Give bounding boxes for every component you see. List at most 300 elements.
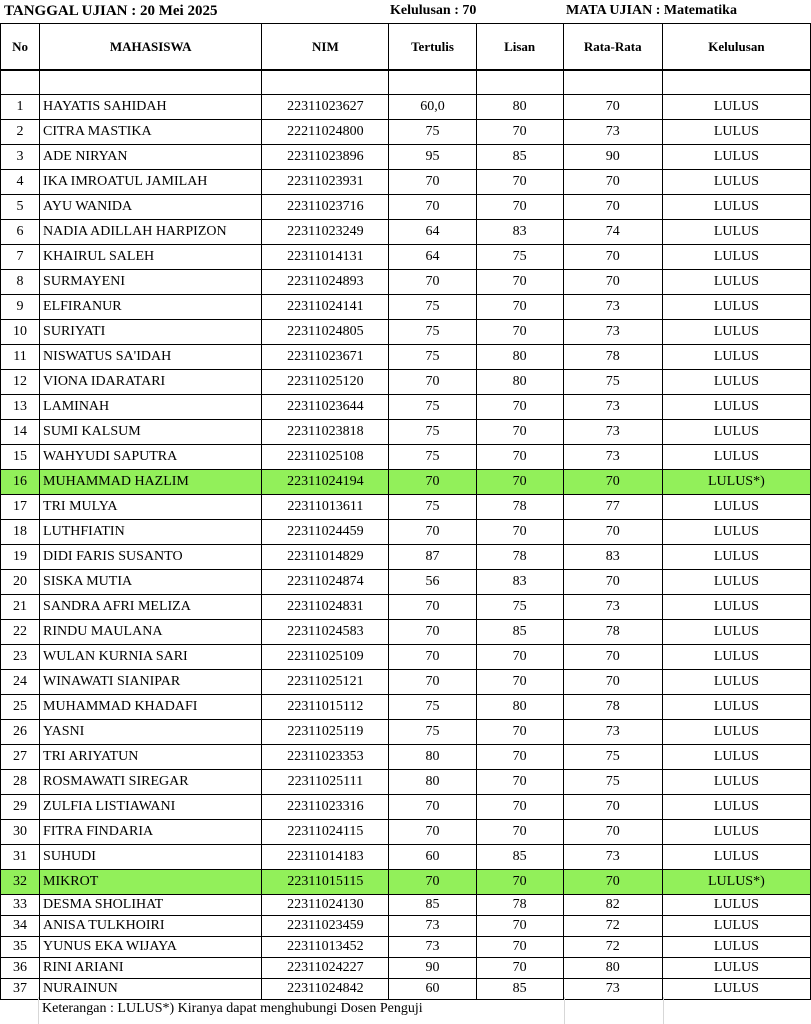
cell-kelulusan: LULUS: [662, 320, 810, 345]
cell-nim: 22311024459: [262, 520, 389, 545]
cell-no: 23: [1, 645, 40, 670]
cell-nim: 22311024805: [262, 320, 389, 345]
cell-rata-rata: 70: [563, 520, 662, 545]
cell-no: 8: [1, 270, 40, 295]
cell-name: SURMAYENI: [40, 270, 262, 295]
cell-no: 19: [1, 545, 40, 570]
table-row: [1, 870, 811, 895]
cell-kelulusan: LULUS: [662, 295, 810, 320]
cell-name: ELFIRANUR: [40, 295, 262, 320]
cell-lisan: 70: [476, 645, 563, 670]
table-row: [1, 545, 811, 570]
column-header-nim: NIM: [262, 24, 389, 71]
cell-nim: 22311025120: [262, 370, 389, 395]
cell-no: 22: [1, 620, 40, 645]
cell-tertulis: 75: [389, 695, 476, 720]
cell-name: SANDRA AFRI MELIZA: [40, 595, 262, 620]
table-row: [1, 320, 811, 345]
cell-rata-rata: 75: [563, 770, 662, 795]
cell-rata-rata: 73: [563, 979, 662, 1000]
cell-no: 4: [1, 170, 40, 195]
cell-name: ADE NIRYAN: [40, 145, 262, 170]
cell-rata-rata: 73: [563, 845, 662, 870]
cell-no: 14: [1, 420, 40, 445]
cell-no: 29: [1, 795, 40, 820]
cell-kelulusan: LULUS: [662, 345, 810, 370]
cell-lisan: 85: [476, 845, 563, 870]
cell-no: 18: [1, 520, 40, 545]
cell-no: 26: [1, 720, 40, 745]
cell-lisan: 70: [476, 420, 563, 445]
cell-kelulusan: LULUS: [662, 445, 810, 470]
cell-rata-rata: 75: [563, 370, 662, 395]
cell-kelulusan: LULUS: [662, 916, 810, 937]
cell-tertulis: 75: [389, 720, 476, 745]
cell-tertulis: 64: [389, 220, 476, 245]
table-row: [1, 745, 811, 770]
cell-kelulusan: LULUS: [662, 979, 810, 1000]
cell-kelulusan: LULUS: [662, 245, 810, 270]
cell-lisan: 70: [476, 445, 563, 470]
cell-lisan: 70: [476, 937, 563, 958]
pass-threshold-label: Kelulusan : 70: [390, 3, 477, 18]
cell-name: YASNI: [40, 720, 262, 745]
cell-name: LUTHFIATIN: [40, 520, 262, 545]
cell-kelulusan: LULUS: [662, 270, 810, 295]
cell-tertulis: 70: [389, 795, 476, 820]
cell-name: WULAN KURNIA SARI: [40, 645, 262, 670]
table-row: [1, 520, 811, 545]
table-row: [1, 958, 811, 979]
cell-kelulusan: LULUS: [662, 670, 810, 695]
cell-kelulusan: LULUS: [662, 820, 810, 845]
cell-nim: 22311024115: [262, 820, 389, 845]
cell-nim: 22311013452: [262, 937, 389, 958]
cell-nim: 22311023316: [262, 795, 389, 820]
cell-lisan: 70: [476, 958, 563, 979]
cell-name: NADIA ADILLAH HARPIZON: [40, 220, 262, 245]
table-row: [1, 120, 811, 145]
cell-rata-rata: 70: [563, 95, 662, 120]
cell-rata-rata: 70: [563, 245, 662, 270]
cell-name: SURIYATI: [40, 320, 262, 345]
cell-lisan: 78: [476, 545, 563, 570]
cell-lisan: 70: [476, 295, 563, 320]
header-spacer-row: [1, 70, 811, 95]
cell-tertulis: 80: [389, 745, 476, 770]
cell-no: 2: [1, 120, 40, 145]
cell-nim: 22311023627: [262, 95, 389, 120]
footer-divider: [564, 997, 565, 1024]
cell-no: 34: [1, 916, 40, 937]
cell-kelulusan: LULUS: [662, 120, 810, 145]
cell-lisan: 85: [476, 620, 563, 645]
table-row: [1, 470, 811, 495]
cell-lisan: 83: [476, 220, 563, 245]
cell-no: 7: [1, 245, 40, 270]
cell-lisan: 70: [476, 320, 563, 345]
cell-nim: 22311013611: [262, 495, 389, 520]
cell-lisan: 70: [476, 720, 563, 745]
cell-name: NISWATUS SA'IDAH: [40, 345, 262, 370]
cell-lisan: 75: [476, 245, 563, 270]
cell-rata-rata: 82: [563, 895, 662, 916]
footer-divider: [38, 997, 39, 1024]
table-row: [1, 220, 811, 245]
cell-tertulis: 70: [389, 820, 476, 845]
cell-no: 5: [1, 195, 40, 220]
table-row: [1, 245, 811, 270]
cell-name: MIKROT: [40, 870, 262, 895]
cell-nim: 22311024842: [262, 979, 389, 1000]
table-header-row: [1, 24, 811, 71]
cell-nim: 22311024130: [262, 895, 389, 916]
grades-table: [0, 23, 811, 1000]
table-row: [1, 795, 811, 820]
cell-name: RINI ARIANI: [40, 958, 262, 979]
cell-kelulusan: LULUS: [662, 220, 810, 245]
cell-name: TRI ARIYATUN: [40, 745, 262, 770]
cell-rata-rata: 70: [563, 795, 662, 820]
cell-lisan: 85: [476, 979, 563, 1000]
cell-lisan: 70: [476, 170, 563, 195]
cell-no: 31: [1, 845, 40, 870]
cell-tertulis: 80: [389, 770, 476, 795]
cell-rata-rata: 70: [563, 170, 662, 195]
cell-rata-rata: 78: [563, 345, 662, 370]
column-header-no: No: [1, 24, 40, 71]
cell-nim: 22311024874: [262, 570, 389, 595]
cell-nim: 22311023644: [262, 395, 389, 420]
cell-no: 17: [1, 495, 40, 520]
cell-nim: 22311023459: [262, 916, 389, 937]
cell-nim: 22311024831: [262, 595, 389, 620]
table-row: [1, 445, 811, 470]
cell-lisan: 80: [476, 695, 563, 720]
cell-name: DESMA SHOLIHAT: [40, 895, 262, 916]
cell-name: IKA IMROATUL JAMILAH: [40, 170, 262, 195]
table-row: [1, 820, 811, 845]
cell-kelulusan: LULUS: [662, 495, 810, 520]
cell-nim: 22311024583: [262, 620, 389, 645]
cell-tertulis: 64: [389, 245, 476, 270]
cell-rata-rata: 75: [563, 745, 662, 770]
cell-rata-rata: 70: [563, 470, 662, 495]
cell-no: 9: [1, 295, 40, 320]
cell-kelulusan: LULUS: [662, 795, 810, 820]
cell-lisan: 70: [476, 795, 563, 820]
cell-lisan: 85: [476, 145, 563, 170]
cell-no: 25: [1, 695, 40, 720]
cell-lisan: 70: [476, 470, 563, 495]
table-row: [1, 916, 811, 937]
cell-kelulusan: LULUS: [662, 745, 810, 770]
column-header-lisan: Lisan: [476, 24, 563, 71]
cell-kelulusan: LULUS: [662, 695, 810, 720]
table-row: [1, 895, 811, 916]
cell-name: WINAWATI SIANIPAR: [40, 670, 262, 695]
cell-tertulis: 75: [389, 120, 476, 145]
cell-name: RINDU MAULANA: [40, 620, 262, 645]
cell-kelulusan: LULUS*): [662, 870, 810, 895]
cell-nim: 22311023249: [262, 220, 389, 245]
table-row: [1, 937, 811, 958]
table-row: [1, 345, 811, 370]
table-row: [1, 979, 811, 1000]
cell-tertulis: 70: [389, 520, 476, 545]
cell-tertulis: 75: [389, 495, 476, 520]
cell-no: 32: [1, 870, 40, 895]
cell-rata-rata: 70: [563, 270, 662, 295]
cell-tertulis: 73: [389, 937, 476, 958]
cell-kelulusan: LULUS: [662, 420, 810, 445]
cell-tertulis: 70: [389, 620, 476, 645]
table-row: [1, 170, 811, 195]
exam-date-label: TANGGAL UJIAN : 20 Mei 2025: [4, 3, 218, 19]
cell-no: 27: [1, 745, 40, 770]
cell-name: MUHAMMAD KHADAFI: [40, 695, 262, 720]
cell-kelulusan: LULUS: [662, 720, 810, 745]
cell-no: 35: [1, 937, 40, 958]
table-row: [1, 95, 811, 120]
cell-tertulis: 73: [389, 916, 476, 937]
cell-lisan: 78: [476, 895, 563, 916]
cell-lisan: 70: [476, 270, 563, 295]
cell-tertulis: 75: [389, 345, 476, 370]
cell-lisan: 70: [476, 195, 563, 220]
table-row: [1, 420, 811, 445]
cell-kelulusan: LULUS: [662, 645, 810, 670]
column-header-tertulis: Tertulis: [389, 24, 476, 71]
table-row: [1, 770, 811, 795]
cell-rata-rata: 72: [563, 937, 662, 958]
cell-name: TRI MULYA: [40, 495, 262, 520]
cell-tertulis: 60: [389, 845, 476, 870]
cell-rata-rata: 70: [563, 645, 662, 670]
cell-rata-rata: 73: [563, 720, 662, 745]
cell-rata-rata: 73: [563, 395, 662, 420]
cell-no: 24: [1, 670, 40, 695]
cell-nim: 22311023818: [262, 420, 389, 445]
cell-rata-rata: 90: [563, 145, 662, 170]
cell-kelulusan: LULUS: [662, 958, 810, 979]
cell-no: 11: [1, 345, 40, 370]
cell-rata-rata: 78: [563, 695, 662, 720]
cell-nim: 22311024194: [262, 470, 389, 495]
cell-tertulis: 70: [389, 195, 476, 220]
cell-kelulusan: LULUS: [662, 620, 810, 645]
cell-tertulis: 70: [389, 370, 476, 395]
cell-no: 20: [1, 570, 40, 595]
cell-nim: 22311015112: [262, 695, 389, 720]
cell-nim: 22311015115: [262, 870, 389, 895]
cell-no: 15: [1, 445, 40, 470]
cell-tertulis: 70: [389, 595, 476, 620]
cell-kelulusan: LULUS: [662, 545, 810, 570]
cell-rata-rata: 72: [563, 916, 662, 937]
cell-name: KHAIRUL SALEH: [40, 245, 262, 270]
cell-rata-rata: 70: [563, 870, 662, 895]
cell-no: 37: [1, 979, 40, 1000]
cell-nim: 22311014829: [262, 545, 389, 570]
cell-name: ROSMAWATI SIREGAR: [40, 770, 262, 795]
cell-lisan: 75: [476, 595, 563, 620]
cell-name: MUHAMMAD HAZLIM: [40, 470, 262, 495]
exam-header: [0, 0, 811, 24]
cell-kelulusan: LULUS: [662, 845, 810, 870]
cell-nim: 22311024141: [262, 295, 389, 320]
cell-tertulis: 70: [389, 470, 476, 495]
cell-lisan: 70: [476, 395, 563, 420]
cell-rata-rata: 78: [563, 620, 662, 645]
table-row: [1, 570, 811, 595]
cell-tertulis: 56: [389, 570, 476, 595]
cell-no: 1: [1, 95, 40, 120]
table-row: [1, 720, 811, 745]
cell-rata-rata: 80: [563, 958, 662, 979]
table-row: [1, 145, 811, 170]
cell-kelulusan: LULUS: [662, 145, 810, 170]
cell-rata-rata: 70: [563, 820, 662, 845]
cell-no: 3: [1, 145, 40, 170]
cell-name: SISKA MUTIA: [40, 570, 262, 595]
cell-rata-rata: 74: [563, 220, 662, 245]
table-row: [1, 620, 811, 645]
cell-nim: 22311025121: [262, 670, 389, 695]
cell-name: FITRA FINDARIA: [40, 820, 262, 845]
cell-rata-rata: 70: [563, 195, 662, 220]
cell-tertulis: 95: [389, 145, 476, 170]
table-row: [1, 495, 811, 520]
exam-subject-label: MATA UJIAN : Matematika: [566, 3, 737, 18]
cell-lisan: 80: [476, 95, 563, 120]
cell-tertulis: 70: [389, 645, 476, 670]
cell-tertulis: 85: [389, 895, 476, 916]
cell-rata-rata: 70: [563, 670, 662, 695]
table-row: [1, 595, 811, 620]
cell-kelulusan: LULUS: [662, 520, 810, 545]
cell-tertulis: 90: [389, 958, 476, 979]
cell-lisan: 70: [476, 520, 563, 545]
cell-tertulis: 75: [389, 420, 476, 445]
cell-name: SUMI KALSUM: [40, 420, 262, 445]
footer-divider: [663, 997, 664, 1024]
cell-no: 36: [1, 958, 40, 979]
cell-name: AYU WANIDA: [40, 195, 262, 220]
table-row: [1, 370, 811, 395]
cell-rata-rata: 83: [563, 545, 662, 570]
cell-lisan: 70: [476, 670, 563, 695]
cell-name: DIDI FARIS SUSANTO: [40, 545, 262, 570]
cell-name: SUHUDI: [40, 845, 262, 870]
cell-kelulusan: LULUS: [662, 95, 810, 120]
cell-tertulis: 75: [389, 395, 476, 420]
column-header-rata-rata: Rata-Rata: [563, 24, 662, 71]
cell-lisan: 70: [476, 870, 563, 895]
table-row: [1, 845, 811, 870]
cell-kelulusan: LULUS: [662, 170, 810, 195]
cell-no: 16: [1, 470, 40, 495]
cell-tertulis: 70: [389, 870, 476, 895]
cell-rata-rata: 70: [563, 570, 662, 595]
cell-tertulis: 60,0: [389, 95, 476, 120]
cell-kelulusan: LULUS: [662, 370, 810, 395]
cell-nim: 22311025111: [262, 770, 389, 795]
cell-tertulis: 70: [389, 670, 476, 695]
cell-lisan: 80: [476, 345, 563, 370]
cell-tertulis: 87: [389, 545, 476, 570]
cell-nim: 22311023931: [262, 170, 389, 195]
cell-no: 33: [1, 895, 40, 916]
footer-note: Keterangan : LULUS*) Kiranya dapat menghubungi Dosen Penguji: [42, 1001, 423, 1016]
cell-nim: 22311024893: [262, 270, 389, 295]
cell-no: 13: [1, 395, 40, 420]
column-header-mahasiswa: MAHASISWA: [40, 24, 262, 71]
cell-name: YUNUS EKA WIJAYA: [40, 937, 262, 958]
cell-lisan: 70: [476, 120, 563, 145]
cell-lisan: 70: [476, 916, 563, 937]
cell-tertulis: 75: [389, 320, 476, 345]
cell-kelulusan: LULUS*): [662, 470, 810, 495]
cell-tertulis: 75: [389, 445, 476, 470]
cell-rata-rata: 77: [563, 495, 662, 520]
cell-rata-rata: 73: [563, 320, 662, 345]
cell-tertulis: 70: [389, 170, 476, 195]
table-row: [1, 295, 811, 320]
grades-table-body: [1, 70, 811, 1000]
cell-kelulusan: LULUS: [662, 895, 810, 916]
cell-no: 6: [1, 220, 40, 245]
cell-rata-rata: 73: [563, 595, 662, 620]
table-row: [1, 395, 811, 420]
cell-nim: 22311014131: [262, 245, 389, 270]
cell-nim: 22311024227: [262, 958, 389, 979]
cell-name: HAYATIS SAHIDAH: [40, 95, 262, 120]
cell-name: WAHYUDI SAPUTRA: [40, 445, 262, 470]
table-row: [1, 695, 811, 720]
cell-kelulusan: LULUS: [662, 395, 810, 420]
cell-nim: 22311023896: [262, 145, 389, 170]
cell-lisan: 83: [476, 570, 563, 595]
cell-kelulusan: LULUS: [662, 570, 810, 595]
cell-no: 10: [1, 320, 40, 345]
cell-name: VIONA IDARATARI: [40, 370, 262, 395]
cell-nim: 22211024800: [262, 120, 389, 145]
cell-nim: 22311025109: [262, 645, 389, 670]
cell-rata-rata: 73: [563, 295, 662, 320]
cell-lisan: 78: [476, 495, 563, 520]
cell-tertulis: 70: [389, 270, 476, 295]
cell-lisan: 70: [476, 745, 563, 770]
cell-nim: 22311023671: [262, 345, 389, 370]
cell-no: 28: [1, 770, 40, 795]
table-row: [1, 670, 811, 695]
cell-name: LAMINAH: [40, 395, 262, 420]
cell-rata-rata: 73: [563, 120, 662, 145]
cell-name: CITRA MASTIKA: [40, 120, 262, 145]
cell-tertulis: 75: [389, 295, 476, 320]
cell-nim: 22311023716: [262, 195, 389, 220]
cell-nim: 22311014183: [262, 845, 389, 870]
cell-lisan: 80: [476, 370, 563, 395]
cell-tertulis: 60: [389, 979, 476, 1000]
cell-no: 21: [1, 595, 40, 620]
table-row: [1, 645, 811, 670]
cell-rata-rata: 73: [563, 445, 662, 470]
cell-name: ANISA TULKHOIRI: [40, 916, 262, 937]
table-row: [1, 270, 811, 295]
cell-lisan: 70: [476, 820, 563, 845]
